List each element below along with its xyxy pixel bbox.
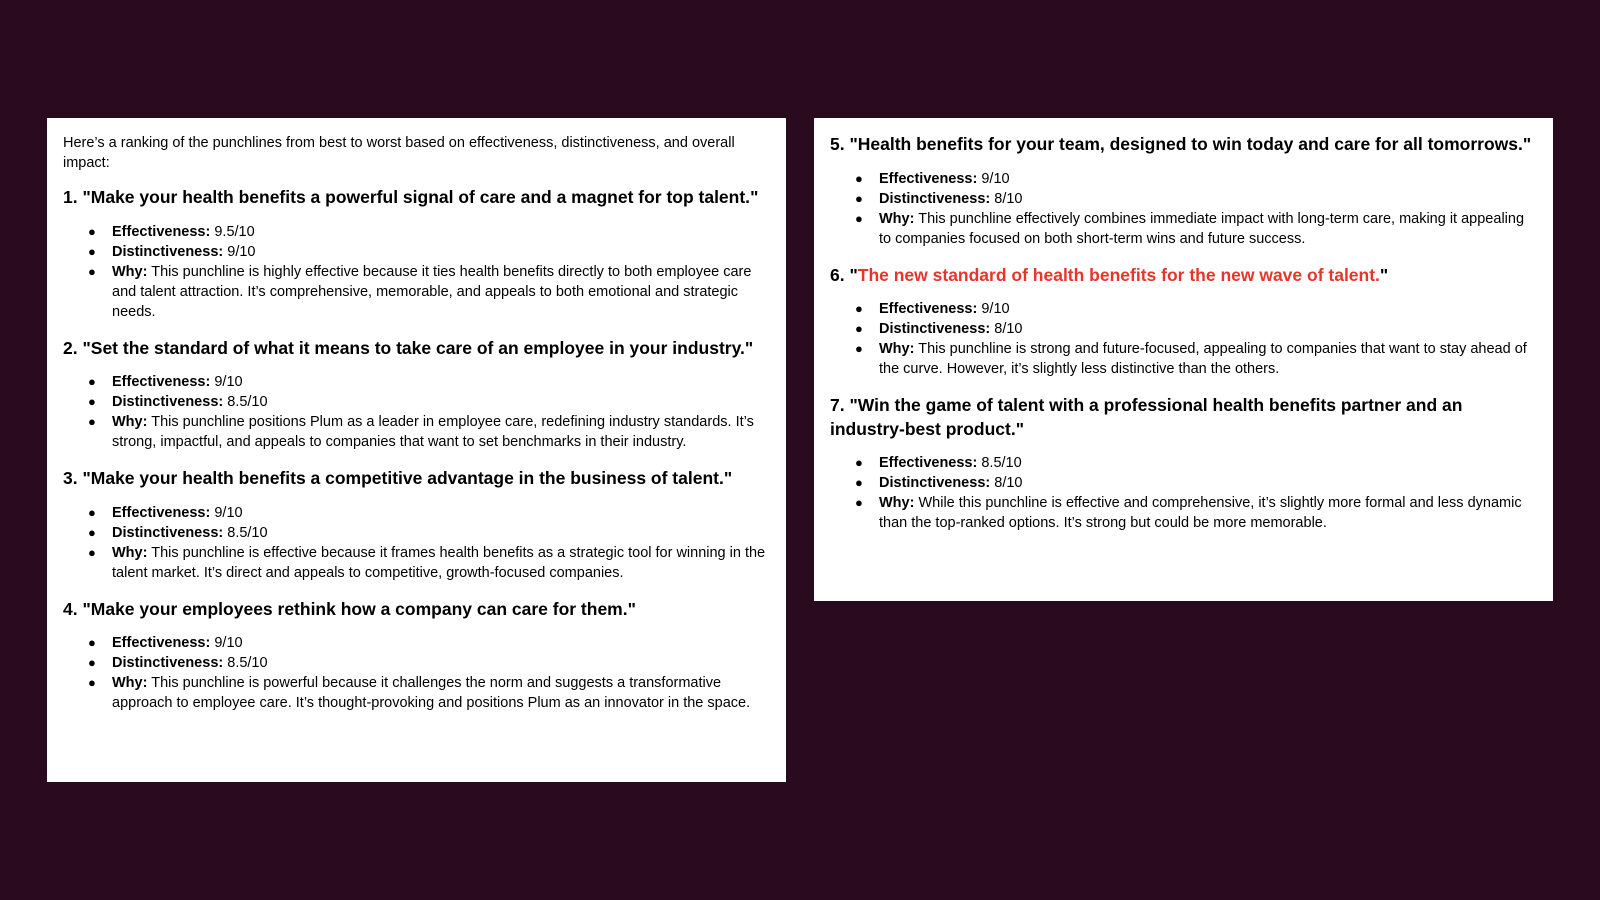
item-details — [830, 169, 1537, 249]
item-quote-highlighted: The new standard of health benefits for the new wave of talent. — [857, 264, 1380, 285]
bullet-icon: ● — [88, 243, 96, 259]
why-row: ● Why: This punchline is powerful because it challenges the norm and suggests a transformative approach to employee care. It’s thought-provoking and positions Plum as an innovator in the space. — [88, 675, 751, 711]
effectiveness-score: 9/10 — [981, 301, 1010, 317]
why-text: This punchline positions Plum as a leader in employee care, redefining industry standards. It’s strong, impactful, and appeals to companies that want to set benchmarks in their industry. — [112, 414, 754, 450]
ranking-item-4 — [63, 598, 770, 714]
bullet-icon: ● — [88, 263, 96, 279]
distinctiveness-row: ● Distinctiveness: 8/10 — [855, 190, 1023, 207]
item-quote: Health benefits for your team, designed to win today and care for all tomorrows. — [857, 134, 1523, 154]
item-details — [63, 222, 770, 322]
why-row: ● Why: This punchline is effective because it frames health benefits as a strategic tool for winning in the talent market. It’s direct and appeals to competitive, growth-focused companies. — [88, 544, 766, 581]
item-details — [63, 633, 770, 713]
bullet-icon: ● — [855, 301, 863, 316]
ranking-item-1 — [63, 186, 770, 322]
distinctiveness-score: 8/10 — [994, 475, 1023, 491]
distinctiveness-score: 8/10 — [994, 190, 1023, 207]
item-quote: Make your employees rethink how a company can care for them. — [90, 598, 628, 619]
effectiveness-score: 9/10 — [214, 374, 243, 390]
distinctiveness-row: ● Distinctiveness: 8/10 — [855, 321, 1023, 337]
bullet-icon: ● — [88, 635, 96, 650]
why-text: This punchline effectively combines immediate impact with long-term care, making it appealing to companies focused on both short-term wins and future success. — [879, 210, 1525, 247]
effectiveness-score: 9/10 — [981, 170, 1010, 187]
item-title: 5. "Health benefits for your team, designed to win today and care for all tomorrows." — [830, 134, 1532, 154]
item-quote: Set the standard of what it means to take care of an employee in your industry. — [90, 337, 745, 358]
distinctiveness-score: 8.5/10 — [227, 394, 268, 410]
distinctiveness-score: 9/10 — [227, 243, 256, 260]
ranking-item-2 — [63, 337, 770, 453]
why-row: ● Why: While this punchline is effective and comprehensive, it’s slightly more formal and less dynamic than the top-ranked options. It’s strong but could be more memorable. — [855, 495, 1522, 531]
effectiveness-row: ● Effectiveness: 9/10 — [855, 170, 1010, 187]
bullet-icon: ● — [855, 190, 863, 206]
why-row: ● Why: This punchline is strong and future-focused, appealing to companies that want to stay ahead of the curve. However, it’s slightly less distinctive than the others. — [855, 341, 1527, 377]
bullet-icon: ● — [88, 544, 96, 560]
distinctiveness-row: ● Distinctiveness: 8.5/10 — [88, 524, 268, 541]
item-quote: Make your health benefits a powerful signal of care and a magnet for top talent. — [90, 187, 751, 207]
bullet-icon: ● — [855, 495, 863, 510]
item-title: 7. "Win the game of talent with a professional health benefits partner and an industry-best product." — [830, 395, 1463, 439]
distinctiveness-row: ● Distinctiveness: 9/10 — [88, 243, 256, 260]
ranking-panel-left — [47, 118, 786, 782]
why-text: While this punchline is effective and comprehensive, it’s slightly more formal and less dynamic than the top-ranked options. It’s strong but could be more memorable. — [879, 495, 1522, 531]
effectiveness-row: ● Effectiveness: 9/10 — [855, 301, 1010, 317]
bullet-icon: ● — [88, 524, 96, 540]
ranking-item-7 — [830, 394, 1537, 533]
effectiveness-score: 9/10 — [214, 504, 243, 521]
bullet-icon: ● — [855, 341, 863, 356]
bullet-icon: ● — [855, 321, 863, 336]
ranking-item-6 — [830, 264, 1537, 380]
effectiveness-row: ● Effectiveness: 9/10 — [88, 374, 243, 390]
bullet-icon: ● — [88, 675, 96, 690]
bullet-icon: ● — [88, 374, 96, 389]
bullet-icon: ● — [855, 170, 863, 186]
item-quote: Make your health benefits a competitive advantage in the business of talent. — [90, 468, 724, 488]
effectiveness-row: ● Effectiveness: 9.5/10 — [88, 223, 255, 240]
item-details — [830, 299, 1537, 379]
bullet-icon: ● — [88, 414, 96, 429]
why-row: ● Why: This punchline is highly effective because it ties health benefits directly to both employee care and talent attraction. It’s comprehensive, memorable, and appeals to both emotional and strategic needs. — [88, 263, 752, 320]
why-row: ● Why: This punchline effectively combines immediate impact with long-term care, making it appealing to companies focused on both short-term wins and future success. — [855, 210, 1525, 247]
intro-text: Here’s a ranking of the punchlines from best to worst based on effectiveness, distinctiveness, and overall impact: — [63, 135, 735, 171]
item-details — [63, 503, 770, 583]
effectiveness-score: 9/10 — [214, 635, 243, 651]
why-text: This punchline is powerful because it challenges the norm and suggests a transformative approach to employee care. It’s thought-provoking and positions Plum as an innovator in the space. — [112, 675, 751, 711]
bullet-icon: ● — [88, 223, 96, 239]
bullet-icon: ● — [88, 655, 96, 670]
ranking-item-3 — [63, 467, 770, 583]
effectiveness-score: 9.5/10 — [214, 223, 255, 240]
item-details — [830, 453, 1537, 533]
ranking-panel-right — [814, 118, 1553, 601]
distinctiveness-row: ● Distinctiveness: 8/10 — [855, 475, 1023, 491]
distinctiveness-score: 8.5/10 — [227, 524, 268, 541]
bullet-icon: ● — [855, 455, 863, 470]
item-title: 6. "The new standard of health benefits for the new wave of talent." — [830, 264, 1389, 285]
bullet-icon: ● — [855, 475, 863, 490]
effectiveness-row: ● Effectiveness: 9/10 — [88, 635, 243, 651]
effectiveness-row: ● Effectiveness: 9/10 — [88, 504, 243, 521]
why-text: This punchline is effective because it frames health benefits as a strategic tool for winning in the talent market. It’s direct and appeals to competitive, growth-focused companies. — [112, 544, 766, 581]
bullet-icon: ● — [88, 504, 96, 520]
distinctiveness-score: 8.5/10 — [227, 655, 268, 671]
why-row: ● Why: This punchline positions Plum as a leader in employee care, redefining industry standards. It’s strong, impactful, and appeals to companies that want to set benchmarks in their industry. — [88, 414, 754, 450]
bullet-icon: ● — [88, 394, 96, 409]
why-text: This punchline is highly effective because it ties health benefits directly to both employee care and talent attraction. It’s comprehensive, memorable, and appeals to both emotional and strategic needs. — [112, 263, 752, 320]
ranking-item-5 — [830, 133, 1537, 249]
bullet-icon: ● — [855, 210, 863, 226]
effectiveness-score: 8.5/10 — [981, 455, 1022, 471]
why-text: This punchline is strong and future-focused, appealing to companies that want to stay ahead of the curve. However, it’s slightly less distinctive than the others. — [879, 341, 1527, 377]
effectiveness-row: ● Effectiveness: 8.5/10 — [855, 455, 1022, 471]
item-title: 2. "Set the standard of what it means to take care of an employee in your industry." — [63, 337, 754, 358]
distinctiveness-row: ● Distinctiveness: 8.5/10 — [88, 655, 268, 671]
item-details — [63, 372, 770, 452]
item-quote: Win the game of talent with a professional health benefits partner and an industry-best product. — [830, 395, 1463, 439]
item-title: 1. "Make your health benefits a powerful signal of care and a magnet for top talent." — [63, 187, 759, 207]
item-title: 3. "Make your health benefits a competitive advantage in the business of talent." — [63, 468, 733, 488]
item-title: 4. "Make your employees rethink how a company can care for them." — [63, 598, 636, 619]
distinctiveness-row: ● Distinctiveness: 8.5/10 — [88, 394, 268, 410]
distinctiveness-score: 8/10 — [994, 321, 1023, 337]
